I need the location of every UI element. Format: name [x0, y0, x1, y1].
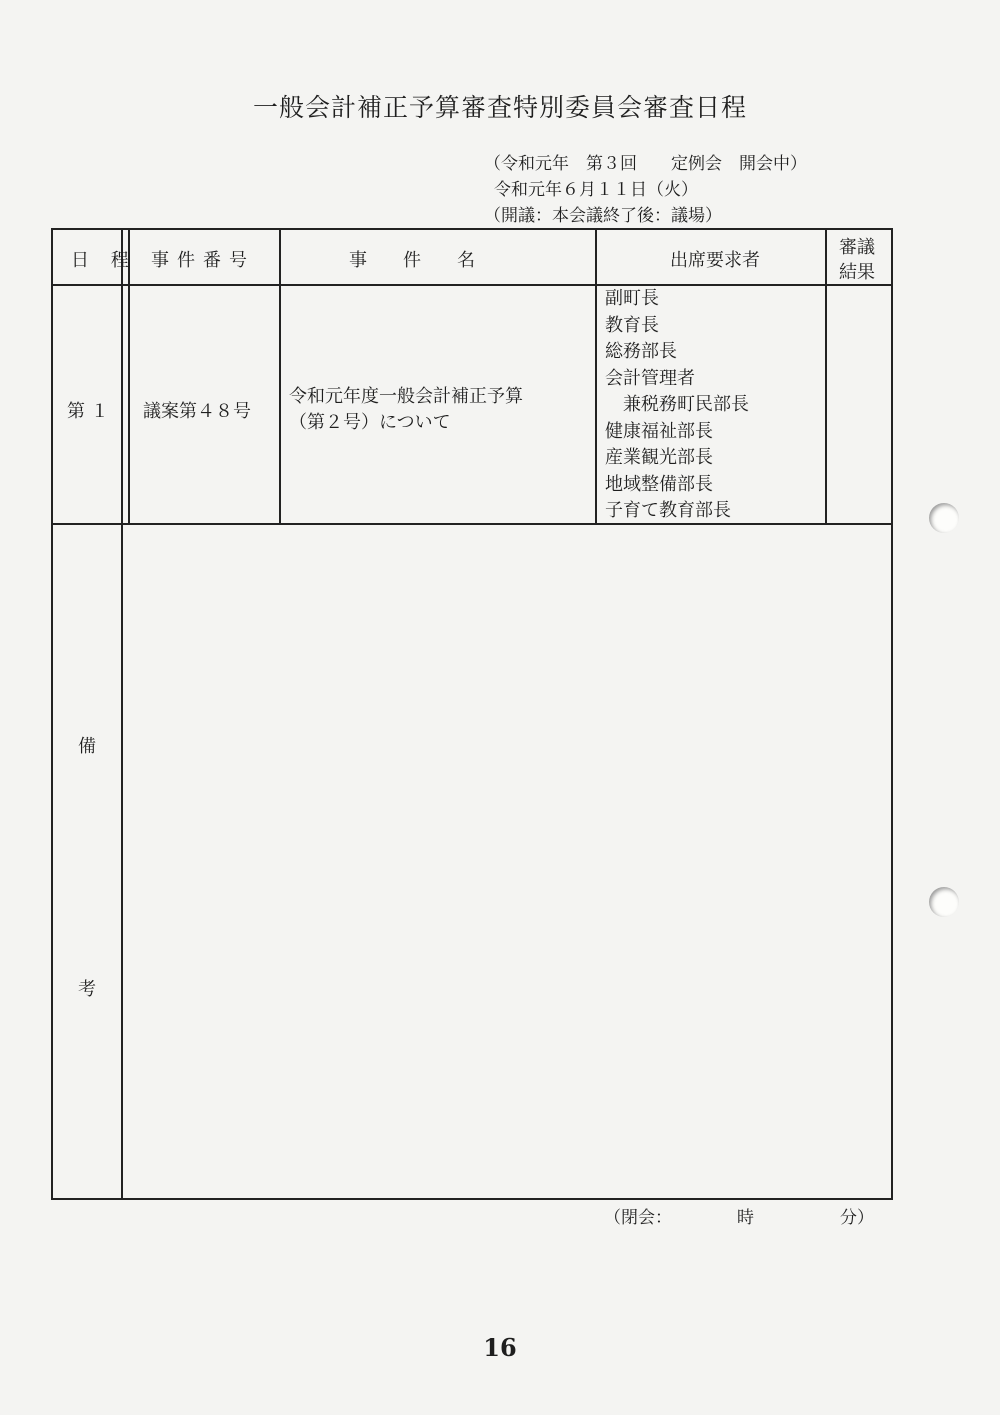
- header-case-number: 事件番号: [151, 250, 255, 271]
- header-result-1: 審議: [839, 237, 875, 258]
- row-case-number: 議案第４８号: [143, 401, 251, 422]
- row-divider: [53, 523, 891, 525]
- punch-hole: [929, 503, 959, 533]
- header-attendees: 出席要求者: [670, 250, 760, 271]
- meeting-date: 令和元年６月１１日（火）: [494, 180, 698, 200]
- page-title: 一般会計補正予算審査特別委員会審査日程: [252, 93, 747, 122]
- opening-info: （開議：本会議終了後：議場）: [484, 206, 722, 226]
- col-divider-case-number: [128, 230, 130, 524]
- attendee-item: 健康福祉部長: [605, 420, 713, 442]
- closing-minute: 分）: [840, 1208, 874, 1228]
- attendee-item: 会計管理者: [605, 367, 695, 389]
- page-number: 16: [483, 1333, 517, 1362]
- col-divider-attendees: [595, 230, 597, 524]
- attendee-item: 総務部長: [605, 341, 677, 362]
- header-case-name: 事 件 名: [349, 250, 475, 271]
- attendee-item: 教育長: [605, 314, 659, 336]
- col-divider-case-name: [279, 230, 281, 524]
- schedule-table: [51, 228, 893, 1200]
- header-result-2: 結果: [839, 262, 875, 283]
- col-divider-result: [825, 230, 827, 524]
- session-info: （令和元年 第３回 定例会 開会中）: [484, 154, 807, 174]
- row-case-name-2: （第２号）について: [289, 412, 451, 433]
- remarks-label-2: 考: [78, 979, 96, 1000]
- closing-label: （閉会：: [604, 1208, 672, 1228]
- punch-hole: [929, 887, 959, 917]
- header-schedule: 日 程: [71, 250, 137, 271]
- attendee-item: 兼税務町民部長: [605, 394, 749, 415]
- attendee-item: 産業観光部長: [605, 447, 713, 468]
- row-case-name-1: 令和元年度一般会計補正予算: [289, 386, 523, 407]
- remarks-label-1: 備: [78, 736, 96, 757]
- attendee-item: 副町長: [605, 288, 659, 309]
- header-divider: [53, 284, 891, 286]
- col-divider-schedule: [121, 230, 123, 1198]
- closing-hour: 時: [737, 1208, 754, 1228]
- attendee-item: 子育て教育部長: [605, 500, 731, 521]
- row-schedule: 第 １: [67, 401, 109, 422]
- attendee-list: [605, 286, 749, 525]
- attendee-item: 地域整備部長: [605, 473, 713, 495]
